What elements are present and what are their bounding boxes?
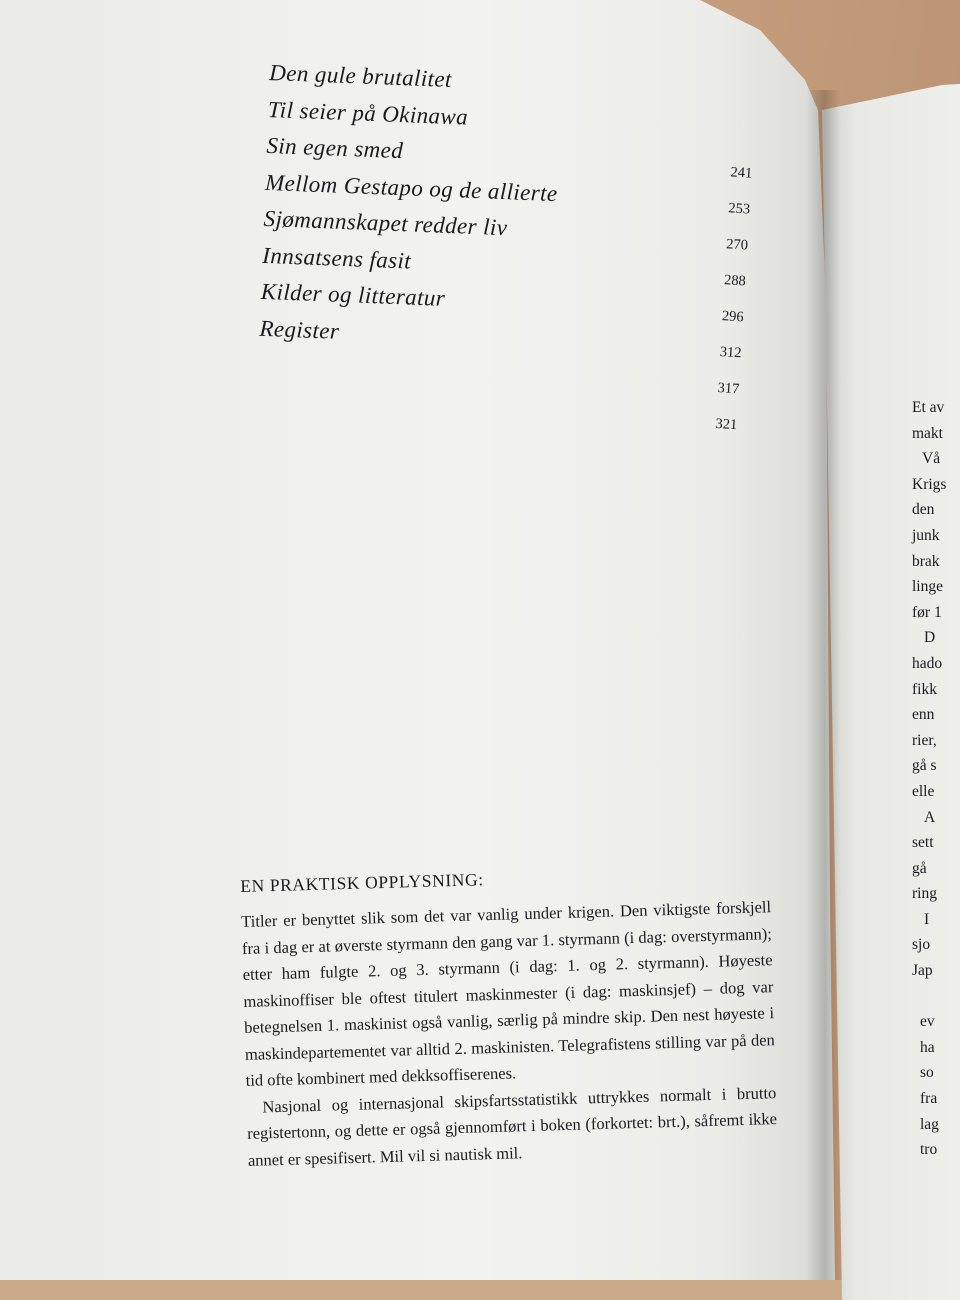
right-page-line: Jap <box>912 962 933 980</box>
right-page-line <box>912 984 960 1010</box>
toc-entry: Register <box>259 315 340 344</box>
right-page-text <box>912 395 960 1163</box>
right-page-line: so <box>920 1064 934 1082</box>
book-gutter <box>806 90 840 1280</box>
toc-entry: Sjømannskapet redder liv <box>263 205 508 241</box>
right-page-line: fikk <box>912 680 937 698</box>
practical-note <box>240 861 778 1174</box>
right-page-line: A <box>924 808 936 826</box>
right-page-line: den <box>912 501 935 519</box>
right-page-line: I <box>924 910 930 928</box>
right-page-line: gå <box>912 859 927 877</box>
toc-page-number: 296 <box>721 308 745 326</box>
toc-entry: Kilder og litteratur <box>260 278 446 311</box>
toc-page-number: 253 <box>727 200 751 218</box>
toc-entry: Den gule brutalitet <box>268 59 453 92</box>
toc-page-number: 312 <box>719 344 742 362</box>
right-page-line: ha <box>920 1038 935 1056</box>
right-page-line: sett <box>912 834 934 852</box>
right-page-line: hado <box>912 654 943 672</box>
toc-entry: Sin egen smed <box>266 132 404 164</box>
right-page-line: før 1 <box>912 603 942 621</box>
right-page-line: elle <box>912 782 935 800</box>
toc-page-number: 288 <box>723 272 747 290</box>
right-page-line: junk <box>912 526 940 544</box>
toc-entry: Innsatsens fasit <box>261 242 412 274</box>
right-page-line: Et av <box>912 399 945 416</box>
right-page-line: ring <box>912 885 937 903</box>
right-page-line: ev <box>920 1013 935 1031</box>
toc-entry: Til seier på Okinawa <box>267 96 469 130</box>
right-page-line: rier, <box>912 731 937 749</box>
right-page-line: linge <box>912 578 943 596</box>
right-page-line: makt <box>912 424 943 442</box>
right-page-line: sjo <box>912 936 931 954</box>
right-page-line: Krigs <box>912 475 947 493</box>
right-page-line: enn <box>912 706 935 724</box>
right-page-line: lag <box>920 1115 939 1133</box>
right-page-line: gå s <box>912 757 937 775</box>
right-page-line: D <box>924 629 936 647</box>
toc-page-number: 317 <box>717 380 740 398</box>
right-page-line: Vå <box>922 450 941 468</box>
table-of-contents <box>259 55 770 434</box>
note-heading: EN PRAKTISK OPPLYSNING: <box>240 869 484 896</box>
toc-page-number: 321 <box>715 415 738 434</box>
right-page-line: brak <box>912 552 940 570</box>
toc-entry: Mellom Gestapo og de allierte <box>264 169 559 206</box>
note-paragraph: Nasjonal og internasjonal skipsfartsstatistikk uttrykkes normalt i brutto registertonn, og dette er også gjennomført i boken (forkortet: brt.), såfremt ikke annet er spesifisert. Mil vil si nautisk mil. <box>246 1082 778 1170</box>
note-paragraph: Titler er benyttet slik som det var vanlig under krigen. Den viktigste forskjell fra i dag er at øverste styrmann den gang var 1. styrmann (i dag: overstyrmann); etter ham fulgte 2. og 3. styrmann (i dag: 1. og 2. styrmann). Høyeste maskinoffiser ble oftest titulert maskinmester (i dag: maskinsjef) – dog var betegnelsen 1. maskinist også vanlig, særlig på mindre skip. Den nest høyeste i maskindepartementet var alltid 2. maskinisten. Telegrafistens stilling var på den tid ofte kombinert med dekksoffiserenes. <box>241 897 776 1090</box>
right-page-line: fra <box>920 1090 938 1108</box>
right-page-line: tro <box>920 1141 938 1159</box>
toc-page-number: 270 <box>725 236 749 254</box>
toc-page-number: 241 <box>730 164 753 182</box>
